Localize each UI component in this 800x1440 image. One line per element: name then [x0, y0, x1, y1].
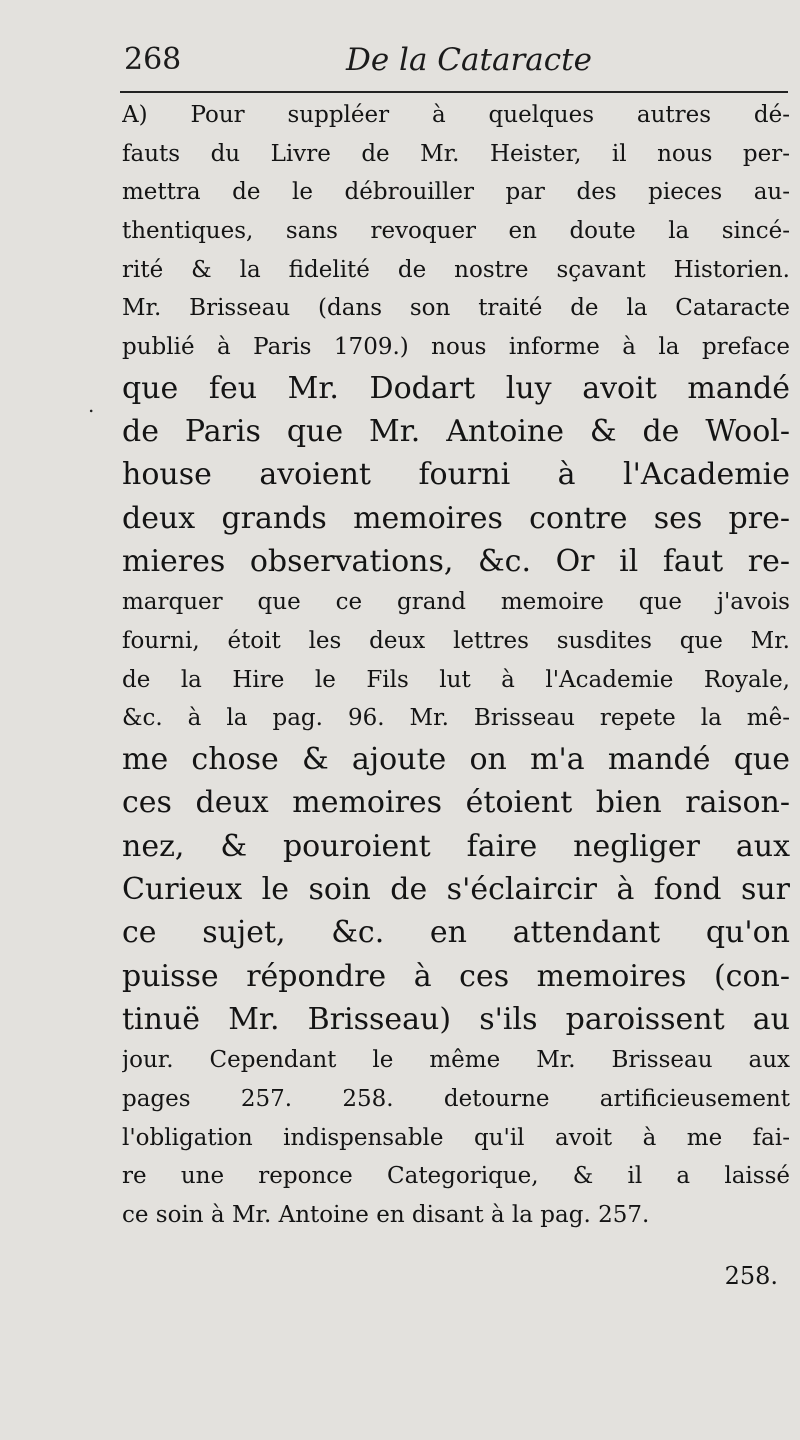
text-line: ce soin à Mr. Antoine en disant à la pag. 257.	[122, 1201, 650, 1228]
body-paragraph	[122, 96, 790, 1235]
text-line: de Paris que Mr. Antoine & de Wool-	[122, 414, 790, 450]
running-head: De la Cataracte	[346, 42, 592, 78]
text-line: re une reponce Categorique, & il a laissé	[122, 1163, 790, 1190]
margin-mark: .	[88, 393, 95, 417]
text-line: rité & la fidelité de nostre sçavant Historien.	[122, 256, 790, 283]
catchword: 258.	[724, 1262, 778, 1290]
text-line: Curieux le soin de s'éclaircir à fond sur	[122, 871, 790, 907]
text-line: house avoient fourni à l'Academie	[122, 457, 790, 493]
text-line: pages 257. 258. detourne artificieusement	[122, 1085, 790, 1112]
text-line: fourni, étoit les deux lettres susdites que Mr.	[122, 627, 790, 654]
text-line: A) Pour suppléer à quelques autres dé-	[122, 102, 790, 128]
text-line: publié à Paris 1709.) nous informe à la preface	[122, 334, 790, 361]
text-line: que feu Mr. Dodart luy avoit mandé	[122, 370, 790, 406]
text-line: me chose & ajoute on m'a mandé que	[122, 742, 790, 778]
text-line: puisse répondre à ces memoires (con-	[122, 958, 790, 994]
text-line: ces deux memoires étoient bien raison-	[122, 785, 790, 821]
text-line: nez, & pouroient faire negliger aux	[122, 828, 790, 864]
page-number: 268	[124, 42, 182, 77]
text-line: thentiques, sans revoquer en doute la sincé-	[122, 218, 790, 245]
text-line: tinuë Mr. Brisseau) s'ils paroissent au	[122, 1001, 790, 1037]
text-line: l'obligation indispensable qu'il avoit à me fai-	[122, 1124, 790, 1151]
text-line: fauts du Livre de Mr. Heister, il nous per-	[122, 140, 790, 167]
text-line: ce sujet, &c. en attendant qu'on	[122, 915, 790, 951]
text-line: deux grands memoires contre ses pre-	[122, 500, 790, 536]
page-header	[124, 42, 784, 92]
text-line: &c. à la pag. 96. Mr. Brisseau repete la mê-	[122, 705, 790, 732]
text-line: marquer que ce grand memoire que j'avois	[122, 589, 790, 616]
text-line: Mr. Brisseau (dans son traité de la Cataracte	[122, 295, 790, 322]
header-rule	[120, 91, 788, 93]
text-line: jour. Cependant le même Mr. Brisseau aux	[122, 1047, 790, 1074]
text-line: mettra de le débrouiller par des pieces au-	[122, 179, 790, 206]
text-line: de la Hire le Fils lut à l'Academie Royale,	[122, 666, 790, 693]
text-line: mieres observations, &c. Or il faut re-	[122, 544, 790, 579]
